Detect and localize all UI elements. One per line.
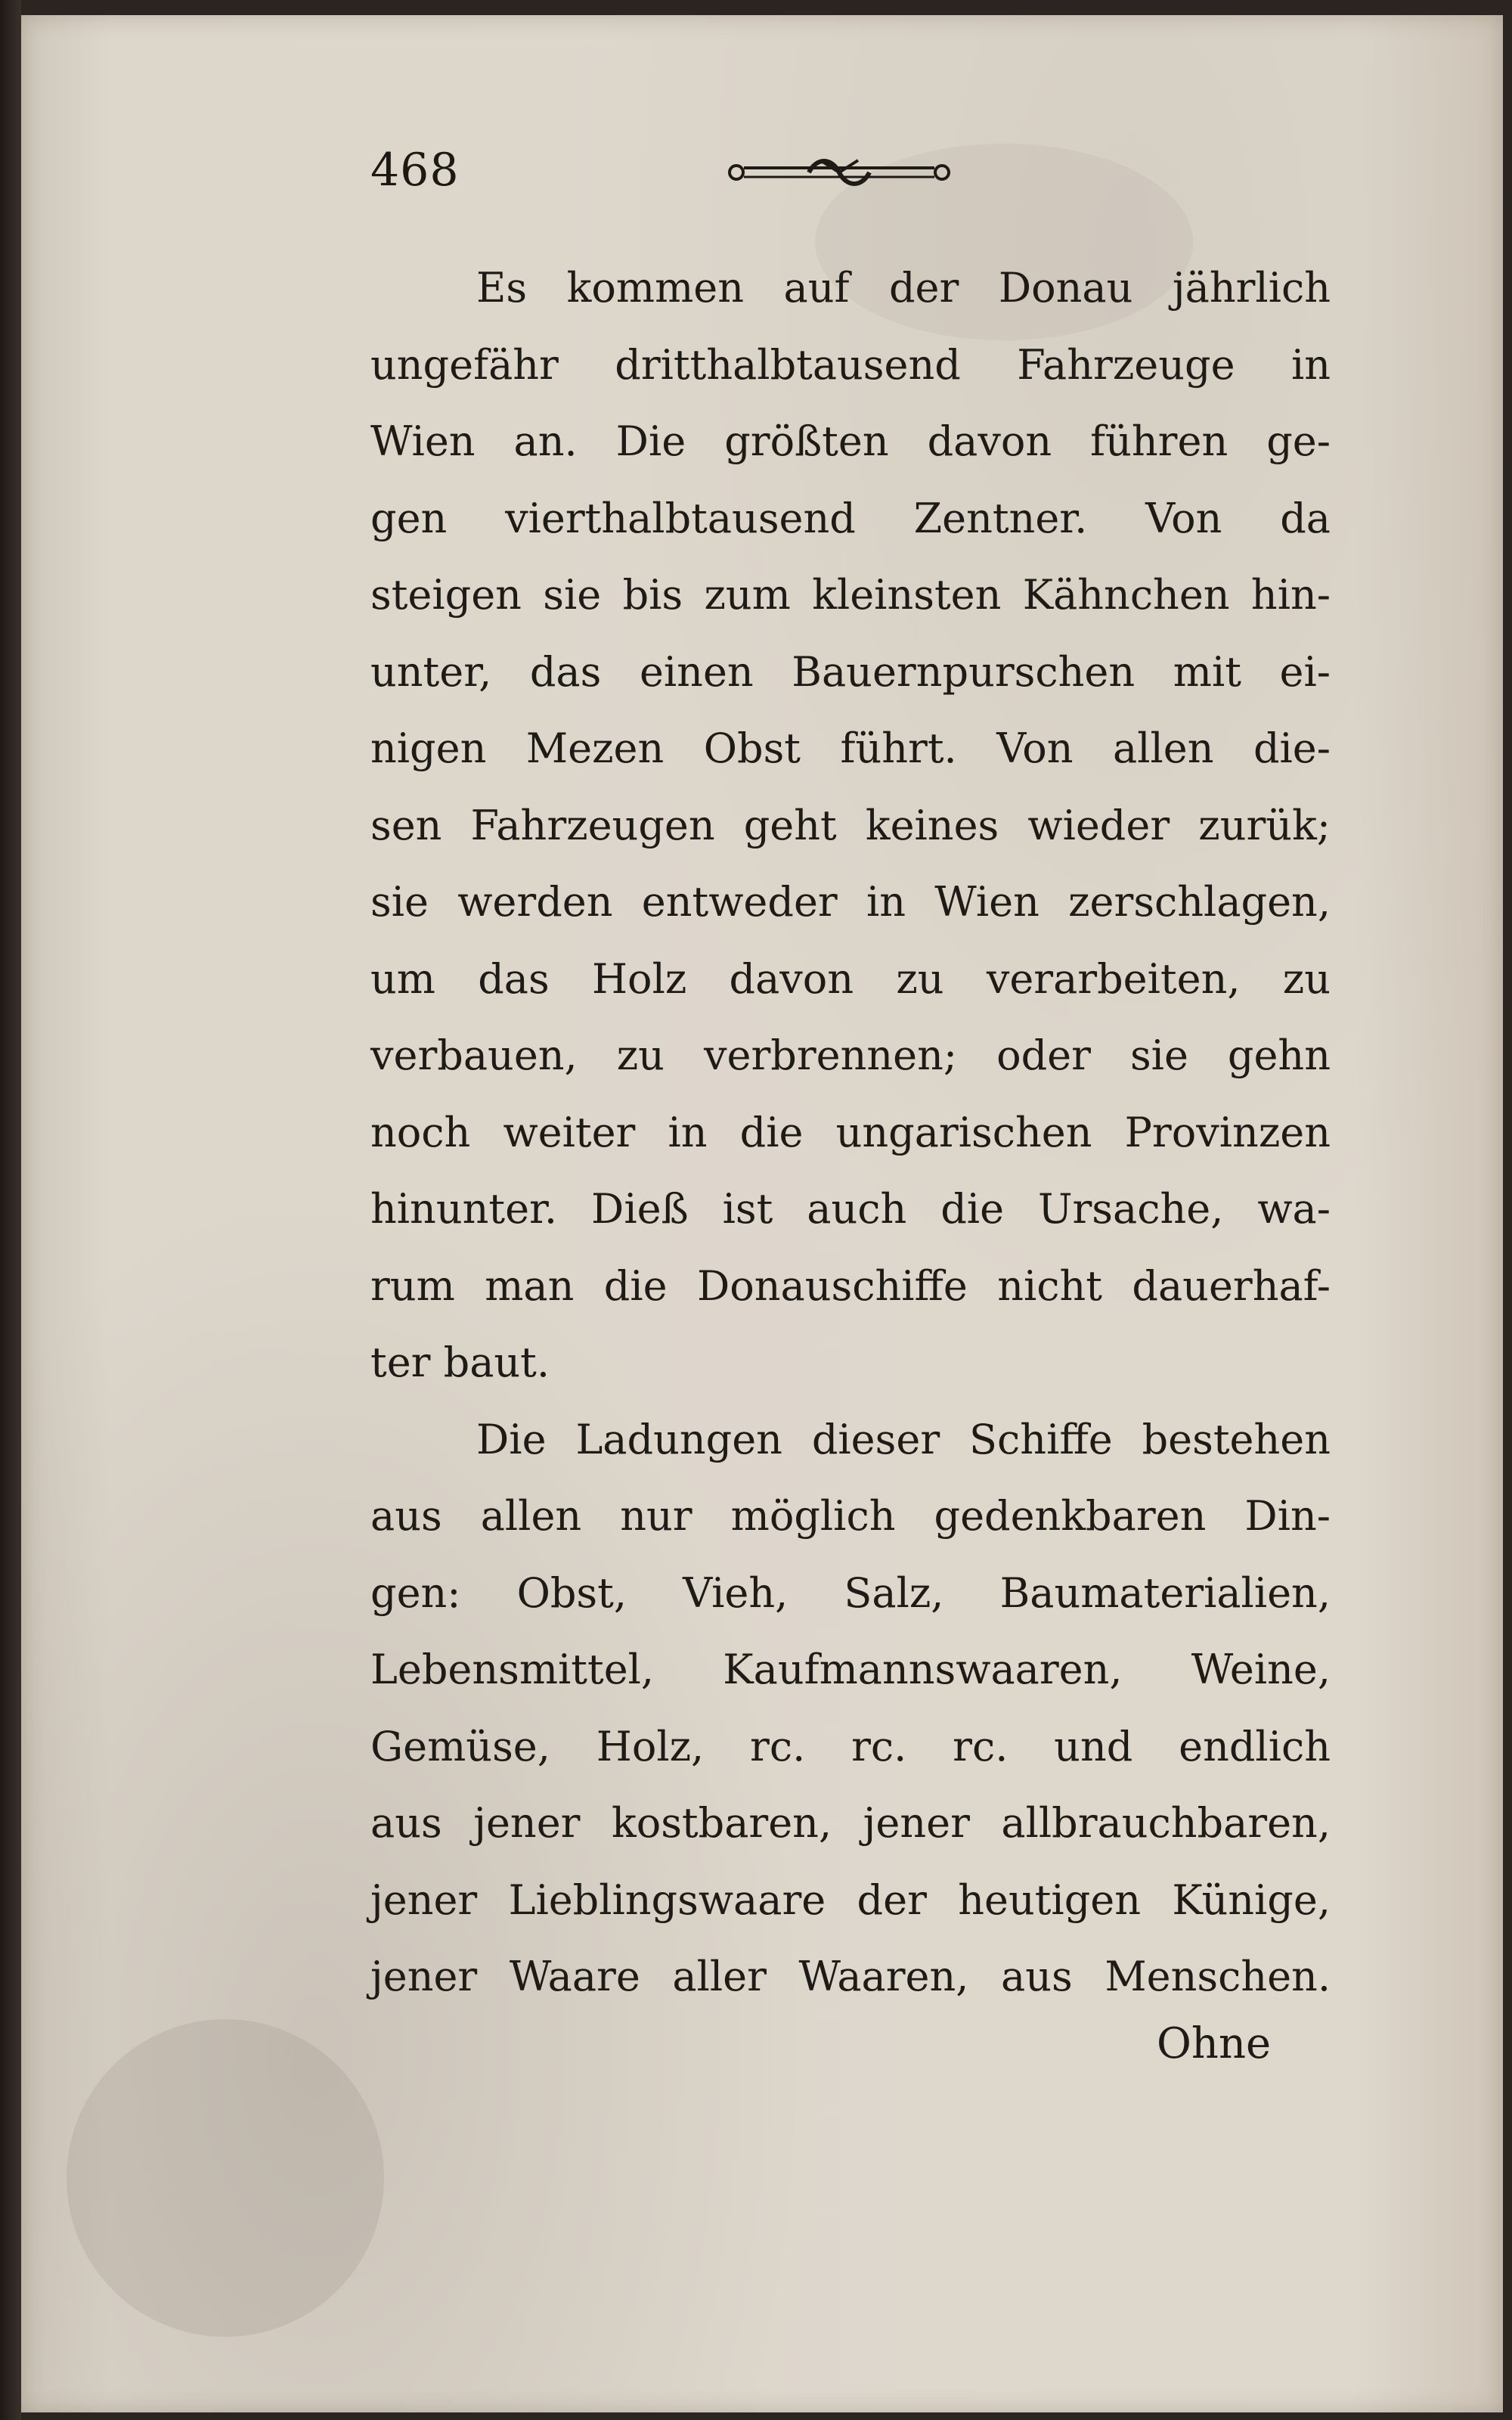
body-text xyxy=(370,250,1331,2015)
text-line: jener Lieblingswaare der heutigen Künige, xyxy=(370,1876,1331,1924)
text-line: ter baut. xyxy=(370,1339,550,1386)
text-line: Wien an. Die größten davon führen ge- xyxy=(370,417,1331,465)
catchword: Ohne xyxy=(1157,2019,1272,2068)
text-line: aus allen nur möglich gedenkbaren Din- xyxy=(370,1492,1331,1540)
text-line: rum man die Donauschiffe nicht dauerhaf- xyxy=(370,1261,1331,1310)
text-line: verbauen, zu verbrennen; oder sie gehn xyxy=(370,1032,1331,1079)
text-line: unter, das einen Bauernpurschen mit ei- xyxy=(370,647,1331,696)
text-line: sen Fahrzeugen geht keines wieder zurük; xyxy=(370,801,1331,849)
text-line: Es kommen auf der Donau jährlich xyxy=(476,264,1331,312)
book-spine-edge xyxy=(0,0,21,2420)
text-line: gen: Obst, Vieh, Salz, Baumaterialien, xyxy=(370,1568,1331,1617)
paragraph-2 xyxy=(370,1401,1331,2015)
text-line: nigen Mezen Obst führt. Von allen die- xyxy=(370,724,1331,772)
page-number: 468 xyxy=(370,144,460,197)
text-line: Die Ladungen dieser Schiffe bestehen xyxy=(476,1415,1331,1463)
text-line: ungefähr dritthalbtausend Fahrzeuge in xyxy=(370,340,1331,389)
text-line: hinunter. Dieß ist auch die Ursache, wa- xyxy=(370,1185,1331,1233)
page-header xyxy=(370,144,1331,197)
ornamental-rule-icon xyxy=(726,153,953,191)
text-line: um das Holz davon zu verarbeiten, zu xyxy=(370,954,1331,1003)
text-line: Lebensmittel, Kaufmannswaaren, Weine, xyxy=(370,1646,1331,1693)
text-line: sie werden entweder in Wien zerschlagen, xyxy=(370,878,1331,926)
text-line: gen vierthalbtausend Zentner. Von da xyxy=(370,494,1331,542)
text-line: jener Waare aller Waaren, aus Menschen. xyxy=(370,1953,1331,2000)
text-line: steigen sie bis zum kleinsten Kähnchen hin- xyxy=(370,571,1331,619)
paper-stain xyxy=(67,2019,384,2337)
text-line: noch weiter in die ungarischen Provinzen xyxy=(370,1108,1331,1156)
text-line: Gemüse, Holz, rc. rc. rc. und endlich xyxy=(370,1722,1331,1770)
text-line: aus jener kostbaren, jener allbrauchbaren, xyxy=(370,1799,1331,1847)
paragraph-1 xyxy=(370,250,1331,1401)
